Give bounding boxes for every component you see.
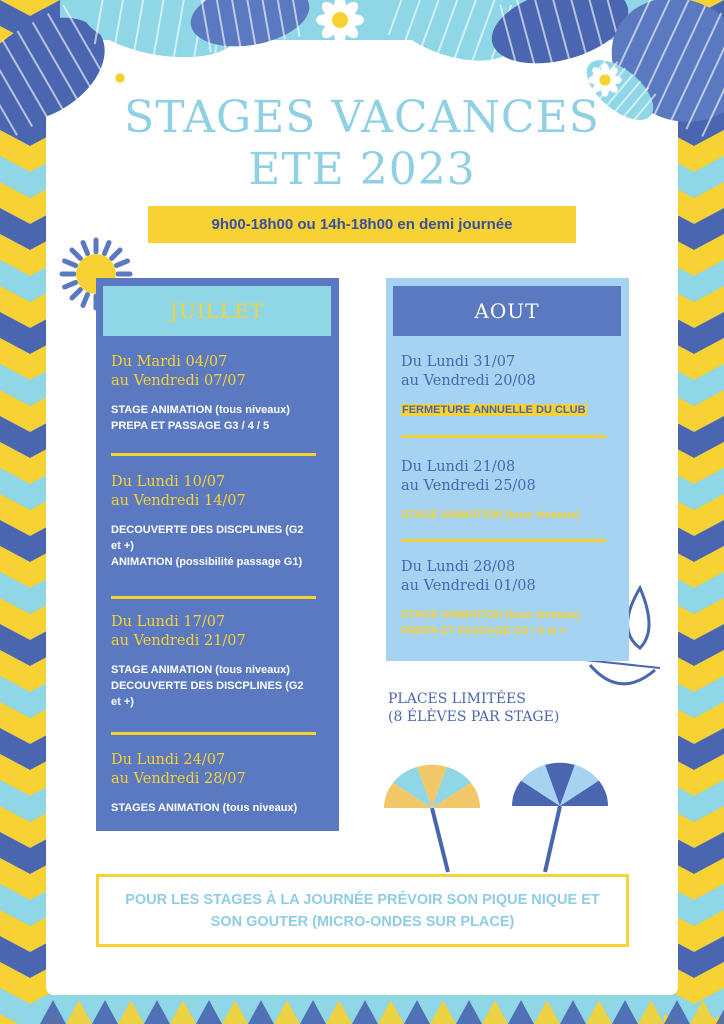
title-line-2: ETE 2023 <box>248 144 476 195</box>
closure-highlight: FERMETURE ANNUELLE DU CLUB <box>402 404 586 416</box>
juillet-entry-2 <box>111 473 333 570</box>
entry-description <box>401 607 623 639</box>
places-line-2: (8 ÉLÈVES PAR STAGE) <box>388 709 560 725</box>
entry-separator <box>401 435 606 438</box>
entry-date-end: au Vendredi 01/08 <box>401 578 536 594</box>
entry-description-line: STAGES ANIMATION (tous niveaux) <box>111 802 298 814</box>
aout-entry-2 <box>401 458 623 523</box>
lunch-note-box <box>96 874 629 947</box>
entry-date-start: Du Lundi 21/08 <box>401 459 516 475</box>
entry-description <box>401 507 623 523</box>
entry-date-end: au Vendredi 25/08 <box>401 478 536 494</box>
entry-separator <box>401 539 606 542</box>
entry-date-end: au Vendredi 28/07 <box>111 771 246 787</box>
entry-date-end: au Vendredi 14/07 <box>111 493 246 509</box>
juillet-entry-1 <box>111 353 333 434</box>
aout-panel <box>386 278 629 661</box>
hours-banner: 9h00-18h00 ou 14h-18h00 en demi journée <box>148 206 576 243</box>
entry-description-line: DECOUVERTE DES DISCPLINES (G2 <box>111 524 304 536</box>
entry-separator <box>111 453 316 456</box>
entry-description-line: PREPA ET PASSAGE G3 / 4 et + <box>401 625 567 637</box>
entry-description-line: et +) <box>111 696 134 708</box>
entry-description-line: ANIMATION (possibilité passage G1) <box>111 556 303 568</box>
aout-entry-3 <box>401 558 623 639</box>
flower-icon <box>106 64 135 93</box>
entry-date-start: Du Lundi 31/07 <box>401 354 516 370</box>
title-line-1: STAGES VACANCES <box>124 92 600 143</box>
entry-description-line: et +) <box>111 540 134 552</box>
entry-description-line: STAGE ANIMATION (tous niveaux) <box>111 664 290 676</box>
juillet-entry-4 <box>111 751 333 816</box>
entry-description-line: DECOUVERTE DES DISCPLINES (G2 <box>111 680 304 692</box>
entry-description <box>401 402 623 418</box>
entry-description-line: STAGE ANIMATION (tous niveaux) <box>111 404 290 416</box>
entry-separator <box>111 732 316 735</box>
entry-date-start: Du Mardi 04/07 <box>111 354 228 370</box>
lunch-note-text: POUR LES STAGES À LA JOURNÉE PRÉVOIR SON PIQUE NIQUE ET SON GOUTER (MICRO-ONDES SUR PLACE) <box>125 891 600 930</box>
entry-description <box>111 662 333 710</box>
entry-date-end: au Vendredi 21/07 <box>111 633 246 649</box>
places-limited-note <box>388 690 559 726</box>
entry-description <box>111 402 333 434</box>
juillet-panel <box>96 278 339 831</box>
entry-description <box>111 800 333 816</box>
entry-separator <box>111 596 316 599</box>
juillet-heading: JUILLET <box>103 286 331 336</box>
entry-description <box>111 522 333 570</box>
entry-date-start: Du Lundi 10/07 <box>111 474 226 490</box>
juillet-entry-3 <box>111 613 333 710</box>
places-line-1: PLACES LIMITÉES <box>388 691 526 707</box>
entry-date-start: Du Lundi 28/08 <box>401 559 516 575</box>
entry-date-start: Du Lundi 24/07 <box>111 752 226 768</box>
aout-entry-1 <box>401 353 623 418</box>
entry-description-line: STAGE ANIMATION (tous niveaux) <box>401 609 580 621</box>
entry-date-start: Du Lundi 17/07 <box>111 614 226 630</box>
entry-description-line: PREPA ET PASSAGE G3 / 4 / 5 <box>111 420 270 432</box>
aout-heading: AOUT <box>393 286 621 336</box>
entry-description-line: STAGE ANIMATION (tous niveaux) <box>401 509 580 521</box>
entry-date-end: au Vendredi 07/07 <box>111 373 246 389</box>
entry-date-end: au Vendredi 20/08 <box>401 373 536 389</box>
